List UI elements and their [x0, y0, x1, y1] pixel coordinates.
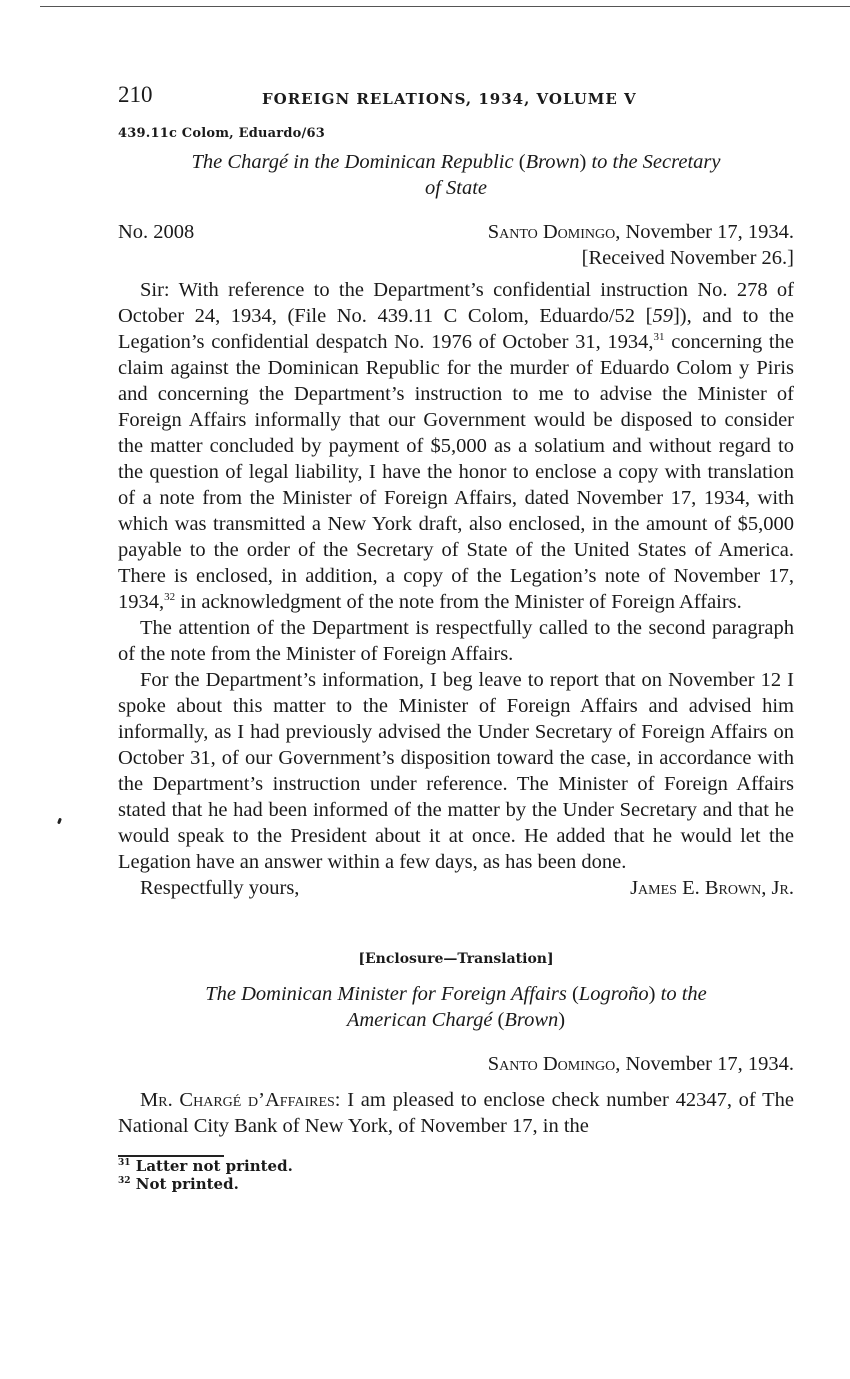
footnote-ref-31: 31	[653, 331, 665, 344]
enclosure-title-line-2: American Chargé	[346, 1009, 498, 1031]
date: , November 17, 1934.	[615, 221, 794, 243]
document-title	[118, 149, 794, 201]
para1-italic: 59	[652, 305, 673, 327]
enclosure-para1-text: : I am pleased to enclose check number 42347, of The National City Bank of New York, of November 17, in the	[118, 1089, 795, 1137]
page-header	[118, 82, 794, 116]
signature: James E. Brown, Jr.	[630, 877, 794, 899]
title-text-cont: to the Secretary	[586, 151, 721, 173]
enclosure-paragraph-1	[118, 1087, 794, 1139]
enclosure-title2-person: Brown	[504, 1009, 559, 1031]
footnote-text: Latter not printed.	[135, 1157, 293, 1175]
enclosure-label: [Enclosure—Translation]	[358, 951, 554, 967]
footnote-mark: 32	[118, 1176, 131, 1186]
document-page	[118, 82, 794, 1193]
dateline	[118, 219, 794, 245]
enclosure-title2-paren-open: (	[497, 1009, 505, 1031]
closing-phrase: Respectfully yours,	[140, 877, 300, 899]
footnote-mark: 31	[118, 1158, 131, 1168]
scan-speck	[57, 818, 62, 825]
body-paragraph-3: For the Department’s information, I beg leave to report that on November 12 I spoke about this matter to the Minister of Foreign Affairs and advised him informally, as I had previously advised the Under Secretary of Foreign Affairs on October 31, of our Government’s disposition toward the case, in accordance with the Department’s instruction under reference. The Minister of Foreign Affairs stated that he had been informed of the matter by the Under Secretary and that he would speak to the President about it at once. He added that he would let the Legation have an answer within a few days, as has been done.	[118, 669, 794, 873]
salutation: Mr. Chargé d’Affaires	[140, 1089, 335, 1111]
place-date	[488, 219, 794, 245]
running-head: FOREIGN RELATIONS, 1934, VOLUME V	[262, 90, 637, 108]
page-number: 210	[118, 82, 153, 107]
footnote-text: Not printed.	[135, 1175, 239, 1193]
footnote-ref-32: 32	[164, 591, 176, 604]
enclosure-dateline	[118, 1051, 794, 1077]
footnote-31	[118, 1157, 794, 1175]
footnote-32	[118, 1175, 794, 1193]
body-paragraph-1	[118, 277, 794, 615]
enclosure-title-person: Logroño	[578, 983, 649, 1005]
para1-text-c: concerning the claim against the Dominican Republic for the murder of Eduardo Colom y Piris and concerning the Department’s instruction to me to advise the Minister of Foreign Affairs informally that our Government would be disposed to consider the matter concluded by payment of $5,000 as a solatium and without regard to the question of legal liability, I have the honor to enclose a copy with translation of a note from the Minister of Foreign Affairs, dated November 17, 1934, with which was transmitted a New York draft, also enclosed, in the amount of $5,000 payable to the order of the Secretary of State of the United States of America. There is enclosed, in addition, a copy of the Legation’s note of November 17, 1934,	[118, 331, 794, 613]
para1-text-b: ]), and to the Legation’s confidential despatch No. 1976 of October 31, 1934,	[118, 305, 794, 353]
closing	[118, 875, 794, 901]
title-text: The Chargé in the Dominican Republic	[191, 151, 519, 173]
enclosure-title-paren-open: (	[571, 983, 579, 1005]
title-person: Brown	[525, 151, 580, 173]
para1-text-a: Sir: With reference to the Department’s confidential instruction No. 278 of October 24, 1934, (File No. 439.11 C Colom, Eduardo/52 [	[118, 279, 794, 327]
title-paren-open: (	[518, 151, 526, 173]
enclosure-place: Santo Domingo	[487, 1053, 616, 1075]
file-reference: 439.11c Colom, Eduardo/63	[118, 126, 325, 141]
place: Santo Domingo	[487, 221, 616, 243]
title-line-2: of State	[424, 177, 488, 199]
received-note: [Received November 26.]	[581, 247, 794, 269]
despatch-number: No. 2008	[118, 221, 195, 243]
enclosure-date: , November 17, 1934.	[615, 1053, 794, 1075]
enclosure-title2-paren-close: )	[558, 1009, 566, 1031]
body-paragraph-2: The attention of the Department is respectfully called to the second paragraph of the note from the Minister of Foreign Affairs.	[118, 617, 794, 665]
enclosure-title-cont: to the	[655, 983, 707, 1005]
enclosure-title	[118, 981, 794, 1033]
title-paren-close: )	[579, 151, 587, 173]
para1-text-d: in acknowledgment of the note from the Minister of Foreign Affairs.	[175, 591, 742, 613]
page-top-edge	[40, 6, 850, 7]
enclosure-title-paren-close: )	[648, 983, 656, 1005]
enclosure-title-text: The Dominican Minister for Foreign Affairs	[205, 983, 572, 1005]
